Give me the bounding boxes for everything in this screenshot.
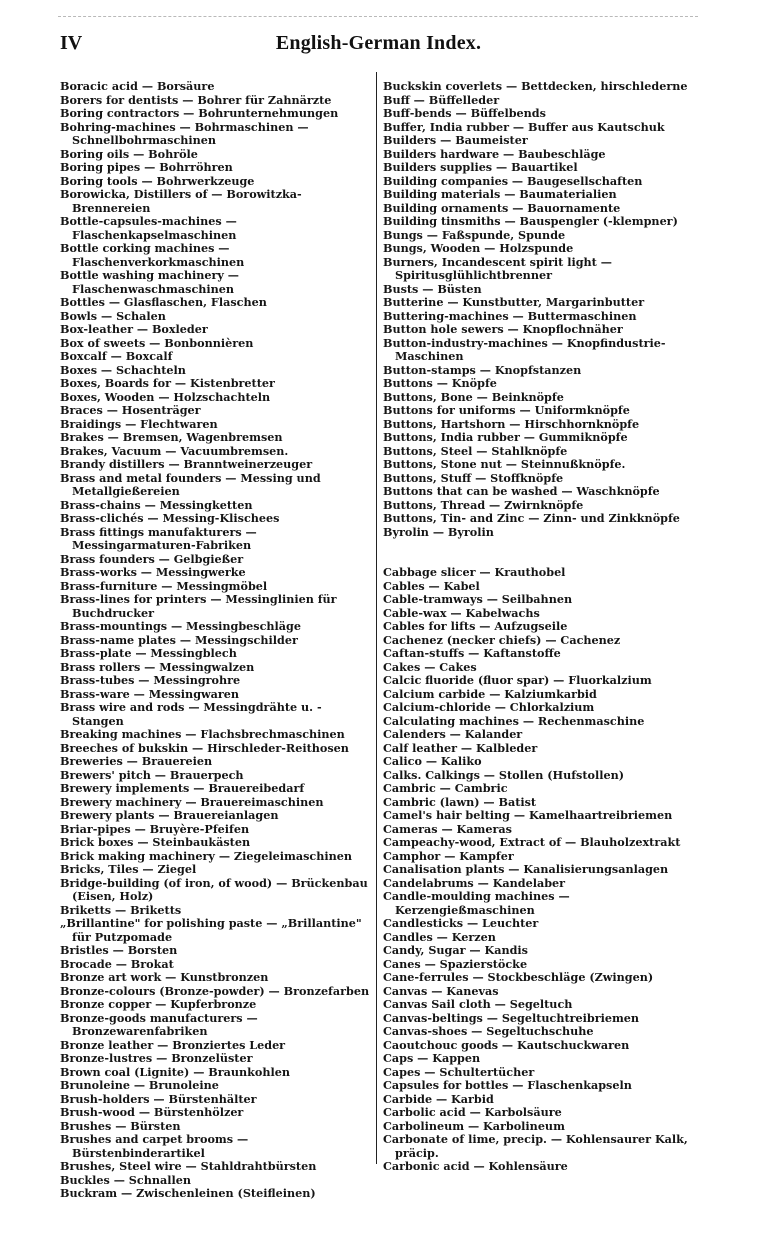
index-entry: Buttons, Steel — Stahlknöpfe (383, 443, 568, 458)
index-entry: Boring contractors — Bohrunternehmungen (60, 106, 339, 120)
index-entry: Capes — Schultertücher (383, 1064, 535, 1079)
index-entry: Brewers' pitch — Brauerpech (60, 767, 244, 782)
index-entry: Brass-tubes — Messingrohre (60, 673, 241, 687)
column-divider (376, 72, 377, 1164)
index-entry: Buttons — Knöpfe (383, 376, 497, 390)
index-entry: Brass rollers — Messingwalzen (60, 659, 255, 674)
index-entry: Buttons, Hartshorn — Hirschhornknöpfe (383, 416, 640, 431)
index-entry: Brass-chains — Messingketten (60, 497, 253, 512)
index-entry: Briketts — Briketts (60, 902, 182, 917)
index-entry: Cables for lifts — Aufzugseile (383, 619, 568, 633)
index-entry: Carbonate of lime, precip. — Kohlensaurer Kalk, präcip. (383, 1132, 688, 1160)
index-entry: Bungs — Faßspunde, Spunde (383, 227, 566, 242)
index-entry: Box of sweets — Bonbonnièren (60, 335, 254, 350)
index-entry: Capsules for bottles — Flaschenkapseln (383, 1078, 632, 1092)
index-entry: Calcium-chloride — Chlorkalzium (383, 700, 595, 714)
index-entry: Breweries — Brauereien (60, 754, 213, 768)
index-entry: Bowls — Schalen (60, 308, 166, 323)
index-entry: Brass-clichés — Messing-Klischees (60, 511, 280, 525)
index-entry: Builders — Baumeister (383, 133, 528, 147)
index-entry: Building tinsmiths — Bauspengler (-klempner) (383, 214, 678, 228)
index-entry: Brushes, Steel wire — Stahldrahtbürsten (60, 1159, 317, 1173)
index-entry: Brass fittings manufakturers — Messingarmaturen-Fabriken (60, 524, 257, 552)
index-entry: Breeches of bukskin — Hirschleder-Reithosen (60, 740, 349, 755)
index-entry: Brass founders — Gelbgießer (60, 551, 244, 566)
index-entry: Candle-moulding machines — Kerzengießmaschinen (383, 889, 570, 917)
index-entry: Brass-name plates — Messingschilder (60, 632, 298, 647)
index-entry: Buff-bends — Büffelbends (383, 106, 546, 120)
index-entry: Buckles — Schnallen (60, 1172, 191, 1187)
index-entry: Brass-lines for printers — Messinglinien für Buchdrucker (60, 592, 337, 620)
index-entry: Buckram — Zwischenleinen (Steifleinen) (60, 1186, 316, 1200)
index-entry: Boring tools — Bohrwerkzeuge (60, 173, 255, 188)
index-entry: Canalisation plants — Kanalisierungsanlagen (383, 862, 669, 876)
index-entry: „Brillantine" for polishing paste — „Brillantine" für Putzpomade (60, 916, 362, 944)
index-entry: Bungs, Wooden — Holzspunde (383, 241, 574, 255)
index-entry: Bottle corking machines — Flaschenverkorkmaschinen (60, 241, 245, 269)
index-entry: Buttons for uniforms — Uniformknöpfe (383, 403, 630, 417)
index-entry: Brown coal (Lignite) — Braunkohlen (60, 1064, 291, 1079)
index-entry: Bottles — Glasflaschen, Flaschen (60, 295, 267, 309)
index-entry: Boracic acid — Borsäure (60, 79, 215, 93)
index-entry: Cakes — Cakes (383, 659, 477, 674)
index-entry: Brewery plants — Brauereianlagen (60, 808, 279, 822)
index-entry: Candlesticks — Leuchter (383, 916, 539, 930)
index-entry: Canvas Sail cloth — Segeltuch (383, 997, 573, 1011)
index-entry: Brick making machinery — Ziegeleimaschinen (60, 848, 352, 863)
index-entry: Brakes — Bremsen, Wagenbremsen (60, 430, 283, 444)
index-entry: Byrolin — Byrolin (383, 524, 494, 539)
index-entry: Boxes, Boards for — Kistenbretter (60, 376, 275, 390)
index-entry: Bottle-capsules-machines — Flaschenkapselmaschinen (60, 214, 237, 242)
index-entry: Canvas-shoes — Segeltuchschuhe (383, 1024, 594, 1038)
index-entry: Breaking machines — Flachsbrechmaschinen (60, 727, 345, 741)
section-gap (383, 553, 701, 567)
index-entry: Candy, Sugar — Kandis (383, 943, 528, 957)
index-entry: Canvas — Kanevas (383, 983, 499, 998)
index-entry: Building materials — Baumaterialien (383, 187, 617, 201)
index-entry: Canvas-beltings — Segeltuchtreibriemen (383, 1010, 640, 1025)
index-entry: Buckskin coverlets — Bettdecken, hirschlederne (383, 79, 688, 93)
index-entry: Bronze-lustres — Bronzelüster (60, 1051, 253, 1065)
index-entry: Brocade — Brokat (60, 956, 174, 971)
index-entry: Calf leather — Kalbleder (383, 740, 538, 755)
index-entry: Brandy distillers — Branntweinerzeuger (60, 457, 313, 471)
index-entry: Boxcalf — Boxcalf (60, 349, 173, 363)
index-entry: Brass-ware — Messingwaren (60, 686, 240, 701)
index-entry: Canes — Spazierstöcke (383, 956, 528, 971)
index-entry: Buttons, Stuff — Stoffknöpfe (383, 470, 564, 485)
index-entry: Cambric (lawn) — Batist (383, 794, 537, 809)
index-entry: Camel's hair belting — Kamelhaartreibriemen (383, 808, 673, 822)
index-entry: Calcic fluoride (fluor spar) — Fluorkalzium (383, 673, 652, 687)
index-entry: Building companies — Baugesellschaften (383, 173, 643, 188)
index-entry: Builders supplies — Bauartikel (383, 160, 578, 174)
index-entry: Buttons, Tin- and Zinc — Zinn- und Zinkknöpfe (383, 511, 680, 525)
left-column (60, 80, 370, 1201)
index-entry: Busts — Büsten (383, 281, 482, 296)
index-entry: Brush-holders — Bürstenhälter (60, 1091, 257, 1106)
index-entry: Buttons, India rubber — Gummiknöpfe (383, 430, 628, 444)
index-entry: Bronze-colours (Bronze-powder) — Bronzefarben (60, 983, 370, 998)
index-entry: Candles — Kerzen (383, 929, 496, 944)
index-entry: Building ornaments — Bauornamente (383, 200, 621, 215)
index-entry: Buttons, Thread — Zwirnknöpfe (383, 497, 584, 512)
page-header (0, 28, 757, 56)
index-entry: Bronze art work — Kunstbronzen (60, 970, 269, 984)
index-entry: Carbonic acid — Kohlensäure (383, 1159, 568, 1173)
index-entry: Buff — Büffelleder (383, 92, 500, 107)
index-entry: Borers for dentists — Bohrer für Zahnärzte (60, 92, 332, 107)
top-rule (58, 16, 698, 17)
index-entry: Brass-works — Messingwerke (60, 565, 246, 579)
index-entry: Brunoleine — Brunoleine (60, 1078, 219, 1092)
index-entry: Brass-furniture — Messingmöbel (60, 578, 268, 593)
index-entry: Buttons, Bone — Beinknöpfe (383, 389, 564, 404)
index-entry: Brushes and carpet brooms — Bürstenbinderartikel (60, 1132, 249, 1160)
index-entry: Cameras — Kameras (383, 821, 512, 836)
index-entry: Brass-plate — Messingblech (60, 646, 237, 660)
index-entry: Brushes — Bürsten (60, 1118, 181, 1133)
index-entry: Butterine — Kunstbutter, Margarinbutter (383, 295, 645, 309)
index-entry: Cambric — Cambric (383, 781, 508, 795)
index-entry: Brewery machinery — Brauereimaschinen (60, 794, 324, 809)
page-number: IV (60, 32, 83, 54)
index-entry: Buttons that can be washed — Waschknöpfe (383, 484, 660, 498)
index-entry: Cables — Kabel (383, 578, 480, 593)
index-entry: Camphor — Kampfer (383, 848, 514, 863)
index-entry: Brewery implements — Brauereibedarf (60, 781, 305, 795)
index-entry: Braces — Hosenträger (60, 403, 201, 417)
index-entry: Button-stamps — Knopfstanzen (383, 362, 582, 377)
index-entry: Boxes, Wooden — Holzschachteln (60, 389, 271, 404)
index-entry: Bristles — Borsten (60, 943, 178, 957)
index-entry: Carbolic acid — Karbolsäure (383, 1105, 562, 1119)
index-entry: Braidings — Flechtwaren (60, 416, 218, 431)
index-entry: Briar-pipes — Bruyère-Pfeifen (60, 821, 250, 836)
index-entry: Cachenez (necker chiefs) — Cachenez (383, 632, 621, 647)
index-entry: Calico — Kaliko (383, 754, 482, 768)
index-entry: Caftan-stuffs — Kaftanstoffe (383, 646, 561, 660)
index-entry: Calculating machines — Rechenmaschine (383, 713, 645, 728)
index-entry: Button-industry-machines — Knopfindustrie-Maschinen (383, 335, 666, 363)
index-entry: Cabbage slicer — Krauthobel (383, 565, 566, 579)
index-entry: Calenders — Kalander (383, 727, 523, 741)
index-entry: Brass and metal founders — Messing und Metallgießereien (60, 470, 321, 498)
index-entry: Borowicka, Distillers of — Borowitzka-Brennereien (60, 187, 302, 215)
index-entry: Boring oils — Bohröle (60, 146, 198, 161)
index-entry: Campeachy-wood, Extract of — Blauholzextrakt (383, 835, 681, 849)
index-entry: Bronze leather — Bronziertes Leder (60, 1037, 286, 1052)
index-entry: Candelabrums — Kandelaber (383, 875, 566, 890)
index-entry: Caps — Kappen (383, 1051, 481, 1065)
index-entry: Bottle washing machinery — Flaschenwaschmaschinen (60, 268, 239, 296)
index-entry: Brass wire and rods — Messingdrähte u. -Stangen (60, 700, 322, 728)
index-entry: Carbide — Karbid (383, 1091, 494, 1106)
index-entry: Cable-wax — Kabelwachs (383, 605, 540, 620)
index-entry: Bricks, Tiles — Ziegel (60, 862, 197, 876)
index-entry: Cable-tramways — Seilbahnen (383, 592, 573, 606)
index-entry: Bronze copper — Kupferbronze (60, 997, 257, 1011)
index-entry: Burners, Incandescent spirit light — Spiritusglühlichtbrenner (383, 254, 612, 282)
index-entry: Brick boxes — Steinbaukästen (60, 835, 251, 849)
index-entry: Brakes, Vacuum — Vacuumbremsen. (60, 443, 289, 458)
index-entry: Buttons, Stone nut — Steinnußknöpfe. (383, 457, 626, 471)
section-gap (383, 539, 701, 553)
page-title: English-German Index. (275, 32, 482, 54)
index-entry: Boring pipes — Bohrröhren (60, 160, 233, 174)
index-entry: Buttering-machines — Buttermaschinen (383, 308, 637, 323)
index-entry: Brass-mountings — Messingbeschläge (60, 619, 301, 633)
index-entry: Brush-wood — Bürstenhölzer (60, 1105, 244, 1119)
index-entry: Carbolineum — Karbolineum (383, 1118, 565, 1133)
index-entry: Buffer, India rubber — Buffer aus Kautschuk (383, 119, 665, 134)
index-entry: Builders hardware — Baubeschläge (383, 146, 606, 161)
index-entry: Calcium carbide — Kalziumkarbid (383, 686, 597, 701)
index-entry: Box-leather — Boxleder (60, 322, 208, 336)
index-entry: Button hole sewers — Knopflochnäher (383, 322, 623, 336)
index-entry: Bridge-building (of iron, of wood) — Brückenbau (Eisen, Holz) (60, 875, 368, 903)
index-entry: Bronze-goods manufacturers — Bronzewarenfabriken (60, 1010, 258, 1038)
index-entry: Boxes — Schachteln (60, 362, 186, 377)
index-entry: Calks. Calkings — Stollen (Hufstollen) (383, 767, 625, 782)
right-column (383, 80, 701, 1174)
index-entry: Bohring-machines — Bohrmaschinen — Schnellbohrmaschinen (60, 119, 309, 147)
index-entry: Cane-ferrules — Stockbeschläge (Zwingen) (383, 970, 654, 984)
index-entry: Caoutchouc goods — Kautschuckwaren (383, 1037, 630, 1052)
